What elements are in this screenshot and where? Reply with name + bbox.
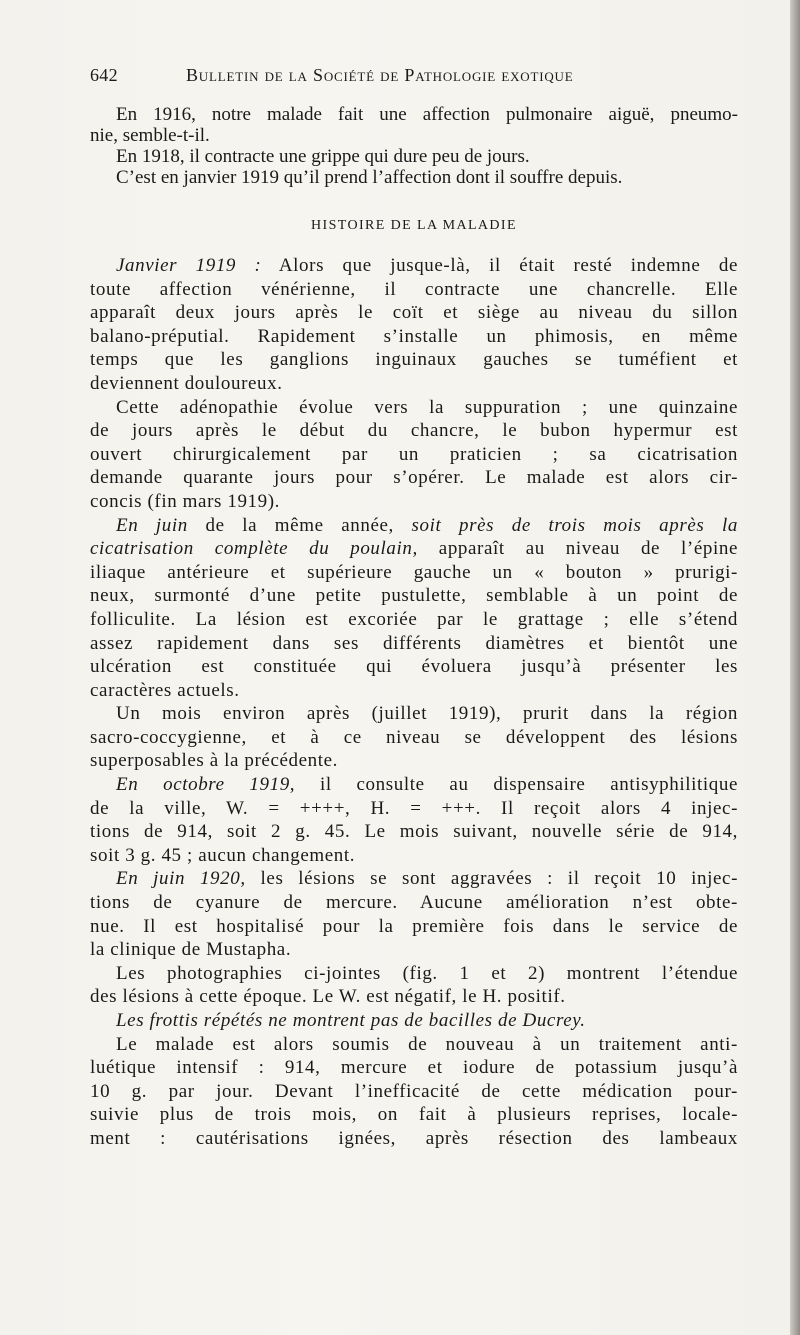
text-line <box>90 514 738 538</box>
text-line: folliculite. La lésion est excoriée par le grattage ; elle s’étend <box>90 608 738 630</box>
text-line: luétique intensif : 914, mercure et iodure de potassium jusqu’à <box>90 1057 738 1079</box>
text-line: caractères actuels. <box>90 679 240 701</box>
text-line: toute affection vénérienne, il contracte une chancrelle. Elle <box>90 278 738 300</box>
text-line: ment : cautérisations ignées, après résection des lambeaux <box>90 1127 738 1149</box>
italic-date: En octobre 1919, <box>116 774 296 796</box>
text-line: Les photographies ci-jointes (fig. 1 et 2) montrent l’étendue <box>116 962 738 984</box>
text-line: des lésions à cette époque. Le W. est négatif, le H. positif. <box>90 986 566 1008</box>
text-fragment: Alors que jusque-là, il était resté indemne de <box>278 255 738 276</box>
text-line: neux, surmonté d’une petite pustulette, semblable à un point de <box>90 585 738 607</box>
section-heading: HISTOIRE DE LA MALADIE <box>311 218 517 233</box>
text-line: apparaît deux jours après le coït et siège au niveau du sillon <box>90 302 738 324</box>
text-line: de la ville, W. = ++++, H. = +++. Il reçoit alors 4 injec- <box>90 797 738 819</box>
text-line: nie, semble-t-il. <box>90 125 210 146</box>
body-text <box>90 104 738 1151</box>
text-line <box>90 867 738 891</box>
text-fragment: apparaît au niveau de l’épine <box>438 538 738 560</box>
italic-sentence: Les frottis répétés ne montrent pas de bacilles de Ducrey. <box>116 1010 586 1031</box>
text-line <box>90 1009 738 1033</box>
text-line: concis (fin mars 1919). <box>90 490 281 512</box>
text-line: En 1918, il contracte une grippe qui dure peu de jours. <box>116 146 530 167</box>
text-line: ouvert chirurgicalement par un praticien ; sa cicatrisation <box>90 443 738 465</box>
histoire-paragraphs <box>90 254 738 1151</box>
italic-phrase: En juin <box>116 514 188 536</box>
text-line: temps que les ganglions inguinaux gauches se tuméfient et <box>90 349 738 371</box>
italic-phrase: cicatrisation complète du poulain, <box>90 538 418 560</box>
text-line: 10 g. par jour. Devant l’inefficacité de cette médication pour- <box>90 1080 738 1102</box>
text-line: superposables à la précédente. <box>90 750 339 772</box>
italic-phrase: soit près de trois mois après la <box>411 514 738 536</box>
text-line: ulcération est constituée qui évoluera jusqu’à présenter les <box>90 656 738 678</box>
text-line: En 1916, notre malade fait une affection pulmonaire aiguë, pneumo- <box>116 104 738 125</box>
text-line: deviennent douloureux. <box>90 372 283 394</box>
antecedents-paragraphs <box>90 104 738 188</box>
text-line: Cette adénopathie évolue vers la suppuration ; une quinzaine <box>116 396 738 418</box>
text-line: Un mois environ après (juillet 1919), prurit dans la région <box>116 703 738 725</box>
text-fragment: de la même année, <box>205 514 394 536</box>
text-line: sacro-coccygienne, et à ce niveau se développent des lésions <box>90 726 738 748</box>
text-line: tions de 914, soit 2 g. 45. Le mois suivant, nouvelle série de 914, <box>90 821 738 843</box>
page-number: 642 <box>90 65 118 85</box>
text-line <box>90 537 738 561</box>
page-edge-shadow <box>790 0 800 1335</box>
text-line: soit 3 g. 45 ; aucun changement. <box>90 844 356 866</box>
text-line: la clinique de Mustapha. <box>90 939 292 961</box>
text-line: iliaque antérieure et supérieure gauche un « bouton » prurigi- <box>90 561 738 583</box>
text-line: balano-préputial. Rapidement s’installe un phimosis, en même <box>90 325 738 347</box>
text-line: C’est en janvier 1919 qu’il prend l’affection dont il souffre depuis. <box>116 167 623 188</box>
text-line: Le malade est alors soumis de nouveau à un traitement anti- <box>116 1033 738 1055</box>
italic-date: Janvier 1919 : <box>116 255 262 276</box>
text-line <box>90 254 738 278</box>
text-line <box>90 773 738 797</box>
running-title: Bulletin de la Société de Pathologie exotique <box>186 65 574 85</box>
text-line: suivie plus de trois mois, on fait à plusieurs reprises, locale- <box>90 1104 738 1126</box>
text-line: demande quarante jours pour s’opérer. Le malade est alors cir- <box>90 467 738 489</box>
text-fragment: il consulte au dispensaire antisyphilitique <box>319 774 739 796</box>
text-line: nue. Il est hospitalisé pour la première fois dans le service de <box>90 915 738 937</box>
text-fragment: les lésions se sont aggravées : il reçoit 10 injec- <box>260 868 738 890</box>
italic-date: En juin 1920, <box>116 868 246 890</box>
text-line: de jours après le début du chancre, le bubon hypermur est <box>90 420 738 442</box>
text-line: assez rapidement dans ses différents diamètres et bientôt une <box>90 632 738 654</box>
text-line: tions de cyanure de mercure. Aucune amélioration n’est obte- <box>90 892 738 914</box>
page-header <box>90 64 730 86</box>
